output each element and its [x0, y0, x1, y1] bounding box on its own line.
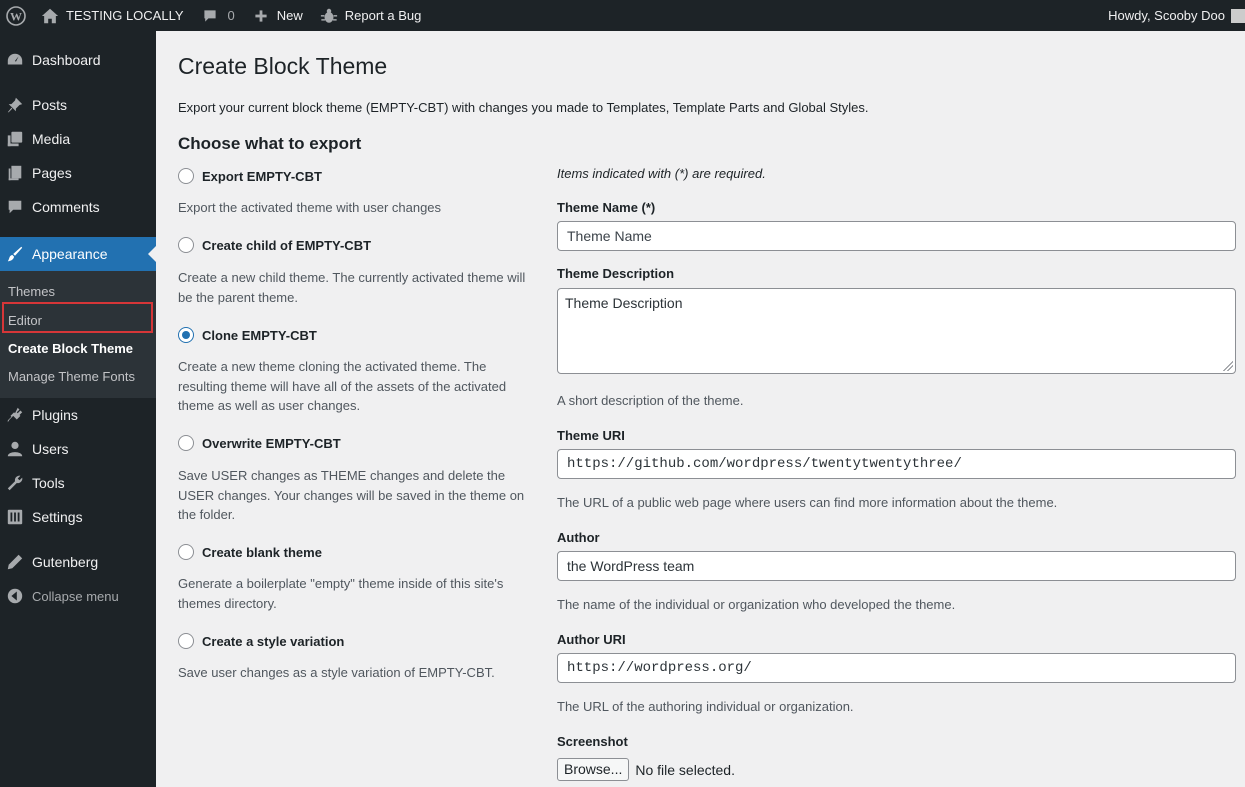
- submenu-manage-theme-fonts[interactable]: Manage Theme Fonts: [8, 369, 135, 384]
- required-note: Items indicated with (*) are required.: [557, 166, 766, 181]
- collapse-icon: [5, 586, 25, 606]
- screenshot-file-input: [557, 758, 735, 781]
- comments-link[interactable]: [192, 0, 243, 31]
- theme-description-textarea[interactable]: [557, 288, 1236, 374]
- report-bug-link[interactable]: [311, 0, 430, 31]
- radio-style-variation[interactable]: [178, 633, 194, 649]
- screenshot-label: Screenshot: [557, 734, 628, 749]
- collapse-menu-label: Collapse menu: [32, 588, 119, 604]
- brush-icon: [5, 244, 25, 264]
- option-overwrite[interactable]: [178, 435, 341, 451]
- pages-icon: [5, 163, 25, 183]
- sidebar-item-label: Plugins: [32, 407, 78, 423]
- sidebar-item-settings[interactable]: [0, 507, 156, 527]
- highlight-annotation-box: [2, 302, 153, 333]
- admin-bar: [0, 0, 1245, 31]
- new-content-link[interactable]: [243, 0, 311, 31]
- comments-count: 0: [227, 8, 235, 23]
- theme-uri-help: The URL of a public web page where users can find more information about the theme.: [557, 495, 1058, 510]
- option-description: Create a new child theme. The currently activated theme will be the parent theme.: [178, 270, 526, 305]
- plus-icon: [251, 6, 271, 26]
- sidebar-item-label: Dashboard: [32, 52, 101, 68]
- dashboard-icon: [5, 50, 25, 70]
- option-label: Create a style variation: [202, 633, 345, 649]
- sidebar-item-label: Appearance: [32, 246, 108, 262]
- sidebar-item-dashboard[interactable]: [0, 50, 156, 70]
- svg-text:W: W: [10, 9, 22, 23]
- browse-button[interactable]: Browse...: [557, 758, 629, 781]
- page-title: Create Block Theme: [178, 53, 388, 79]
- home-icon: [40, 6, 60, 26]
- option-description: Export the activated theme with user changes: [178, 200, 442, 215]
- bug-icon: [319, 6, 339, 26]
- submenu-themes[interactable]: Themes: [8, 284, 55, 299]
- sidebar-item-plugins[interactable]: [0, 405, 156, 425]
- option-description: Save USER changes as THEME changes and delete the USER changes. Your changes will be saved in the theme on the folder.: [178, 468, 525, 522]
- wordpress-logo-icon: [6, 6, 26, 26]
- textarea-placeholder: Theme Description: [565, 295, 683, 311]
- option-style-variation[interactable]: [178, 633, 344, 649]
- comment-bubble-icon: [200, 6, 220, 26]
- author-uri-label: Author URI: [557, 632, 626, 647]
- plugin-icon: [5, 405, 25, 425]
- pin-icon: [5, 95, 25, 115]
- site-name-link[interactable]: [32, 0, 192, 31]
- option-create-child[interactable]: [178, 237, 371, 253]
- user-icon: [5, 439, 25, 459]
- author-input[interactable]: the WordPress team: [557, 551, 1236, 581]
- option-description: Generate a boilerplate "empty" theme inside of this site's themes directory.: [178, 576, 504, 611]
- sidebar-item-comments[interactable]: [0, 197, 156, 217]
- avatar: [1231, 9, 1245, 23]
- sidebar-item-label: Users: [32, 441, 69, 457]
- option-label: Export EMPTY-CBT: [202, 168, 322, 184]
- option-export[interactable]: [178, 168, 322, 184]
- sidebar-item-label: Settings: [32, 509, 83, 525]
- new-label: New: [276, 8, 303, 23]
- site-name: TESTING LOCALLY: [66, 8, 184, 23]
- resize-handle-icon[interactable]: [1223, 361, 1233, 371]
- settings-icon: [5, 507, 25, 527]
- theme-uri-label: Theme URI: [557, 428, 625, 443]
- theme-description-label: Theme Description: [557, 266, 675, 281]
- admin-sidebar: [0, 31, 156, 787]
- file-status: No file selected.: [635, 761, 735, 778]
- option-create-blank[interactable]: [178, 544, 322, 560]
- sidebar-item-appearance[interactable]: [0, 237, 156, 271]
- sidebar-item-gutenberg[interactable]: [0, 552, 156, 572]
- report-bug-label: Report a Bug: [344, 8, 422, 23]
- pencil-icon: [5, 552, 25, 572]
- author-label: Author: [557, 530, 600, 545]
- sidebar-item-pages[interactable]: [0, 163, 156, 183]
- sidebar-item-label: Tools: [32, 475, 65, 491]
- active-indicator: [148, 246, 156, 262]
- sidebar-item-label: Gutenberg: [32, 554, 99, 570]
- wrench-icon: [5, 473, 25, 493]
- collapse-menu-button[interactable]: [0, 586, 156, 606]
- sidebar-item-users[interactable]: [0, 439, 156, 459]
- radio-clone[interactable]: [178, 327, 194, 343]
- sidebar-item-media[interactable]: [0, 129, 156, 149]
- option-label: Overwrite EMPTY-CBT: [202, 435, 341, 451]
- comment-icon: [5, 197, 25, 217]
- author-uri-input[interactable]: https://wordpress.org/: [557, 653, 1236, 683]
- theme-uri-input[interactable]: https://github.com/wordpress/twentytwentythree/: [557, 449, 1236, 479]
- submenu-create-block-theme[interactable]: Create Block Theme: [8, 341, 133, 356]
- sidebar-item-label: Pages: [32, 165, 72, 181]
- option-label: Clone EMPTY-CBT: [202, 327, 317, 343]
- sidebar-item-label: Media: [32, 131, 71, 147]
- radio-create-blank[interactable]: [178, 544, 194, 560]
- appearance-submenu: [0, 271, 156, 398]
- option-description: Save user changes as a style variation of EMPTY-CBT.: [178, 665, 495, 680]
- sidebar-item-posts[interactable]: [0, 95, 156, 115]
- radio-create-child[interactable]: [178, 237, 194, 253]
- sidebar-item-label: Posts: [32, 97, 68, 113]
- intro-text: Export your current block theme (EMPTY-CBT) with changes you made to Templates, Template Parts and Global Styles.: [178, 100, 869, 115]
- option-label: Create blank theme: [202, 544, 322, 560]
- theme-name-input[interactable]: Theme Name: [557, 221, 1236, 251]
- section-title: Choose what to export: [178, 134, 362, 153]
- sidebar-item-tools[interactable]: [0, 473, 156, 493]
- option-clone[interactable]: [178, 327, 317, 343]
- media-icon: [5, 129, 25, 149]
- main-content: [178, 31, 1238, 778]
- account-menu[interactable]: [1108, 8, 1245, 23]
- sidebar-item-label: Comments: [32, 199, 100, 215]
- theme-description-help: A short description of the theme.: [557, 393, 744, 408]
- option-description: Create a new theme cloning the activated theme. The resulting theme will have all of the assets of the activated theme as well as user changes.: [178, 359, 507, 413]
- radio-overwrite[interactable]: [178, 435, 194, 451]
- howdy-greeting: Howdy, Scooby Doo: [1108, 8, 1225, 23]
- author-help: The name of the individual or organization who developed the theme.: [557, 597, 956, 612]
- radio-export[interactable]: [178, 168, 194, 184]
- theme-name-label: Theme Name (*): [557, 200, 656, 215]
- option-label: Create child of EMPTY-CBT: [202, 237, 372, 253]
- submenu-editor[interactable]: Editor: [8, 313, 42, 328]
- author-uri-help: The URL of the authoring individual or organization.: [557, 699, 854, 714]
- wordpress-logo-button[interactable]: [0, 0, 32, 31]
